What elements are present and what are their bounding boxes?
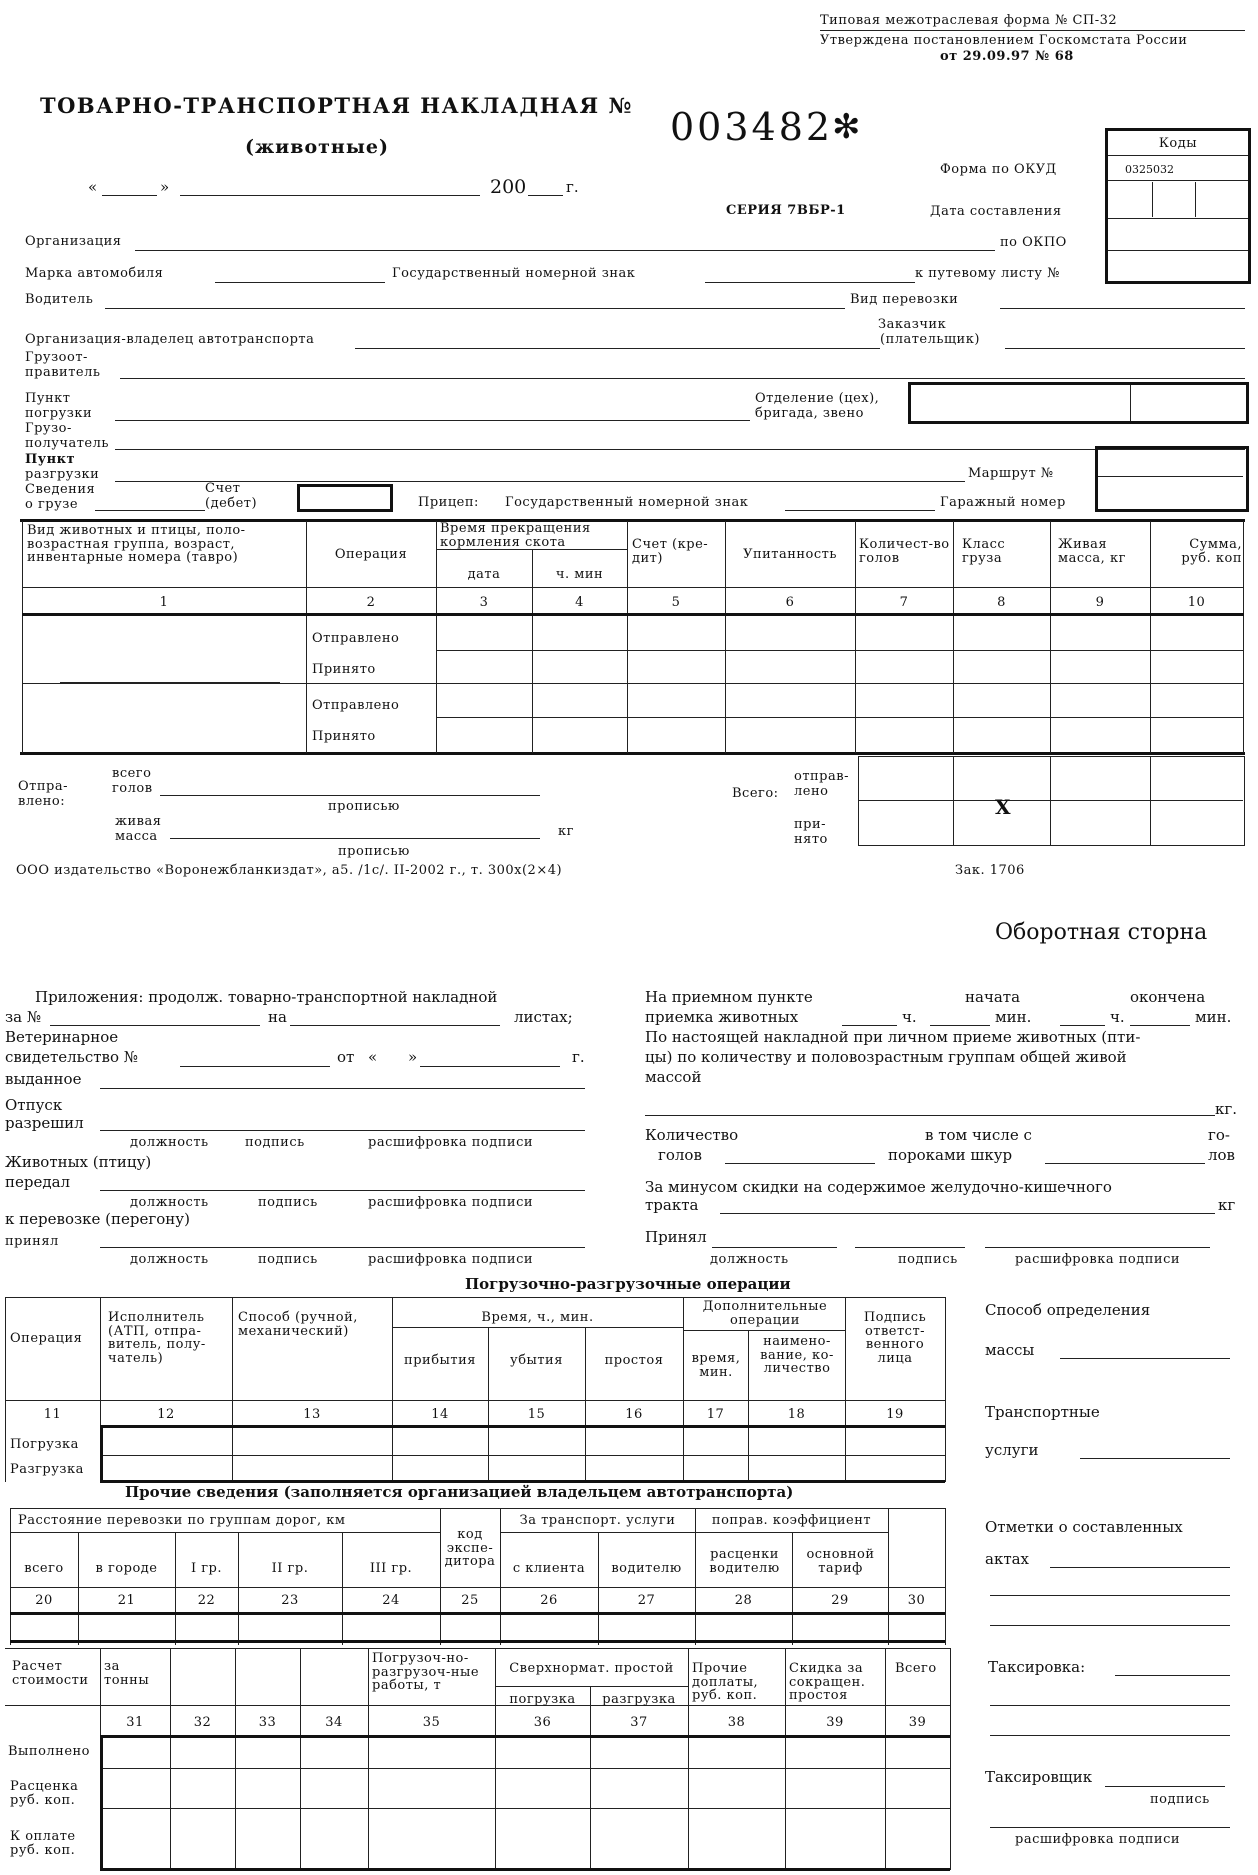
- col-num: 22: [197, 1593, 216, 1608]
- cost-over-load: погрузка: [509, 1692, 576, 1707]
- account-debit-box[interactable]: [297, 484, 393, 512]
- release-field[interactable]: [100, 1130, 585, 1131]
- transport-label-2: принял: [5, 1234, 59, 1249]
- col-num: 18: [787, 1407, 806, 1422]
- issued-label: выданное: [5, 1070, 82, 1088]
- carrier-owner-label: Организация-владелец автотранспорта: [25, 332, 315, 347]
- accepted-label-2: нято: [794, 832, 828, 847]
- document-number: 003482: [670, 105, 834, 149]
- defects-field[interactable]: [1045, 1163, 1205, 1164]
- transport-type-label: Вид перевозки: [850, 292, 959, 307]
- taxer-signature-caption: подпись: [1150, 1792, 1210, 1807]
- col-num: 4: [575, 595, 584, 610]
- col3-header: дата: [467, 567, 501, 582]
- method-label-1: Способ определения: [985, 1301, 1151, 1319]
- sent-label-2: влено:: [18, 794, 66, 809]
- for-no-label: за №: [5, 1008, 42, 1026]
- col-num: 7: [899, 595, 909, 610]
- cost-row-pay: К оплате руб. коп.: [10, 1829, 76, 1858]
- cost-row-done: Выполнено: [8, 1744, 90, 1759]
- col-num: 38: [727, 1715, 746, 1730]
- col-num: 32: [193, 1715, 212, 1730]
- end-min-field[interactable]: [1130, 1025, 1190, 1026]
- animals-label-2: передал: [5, 1173, 71, 1191]
- go-label-2: лов: [1208, 1146, 1236, 1164]
- total-heads-field[interactable]: [160, 795, 540, 796]
- driver-label: Водитель: [25, 292, 94, 307]
- shipper-label-1: Грузоот-: [25, 350, 88, 365]
- live-mass-field[interactable]: [170, 838, 540, 839]
- col-num: 39: [826, 1715, 844, 1730]
- col4-header: ч. мин: [555, 567, 604, 582]
- col-num: 34: [325, 1715, 343, 1730]
- total-label: Всего:: [732, 786, 779, 801]
- row-op-sent: Отправлено: [312, 698, 400, 713]
- end-hour-field[interactable]: [1060, 1025, 1105, 1026]
- receiving-label-2: приемка животных: [645, 1008, 799, 1026]
- cost-overtime-header: Сверхнормат. простой: [509, 1661, 674, 1676]
- receiving-label-3: По настоящей накладной при личном приеме животных (пти-: [645, 1028, 1141, 1046]
- oi-coef: поправ. коэффициент: [711, 1513, 872, 1528]
- lo-c14-header: прибытия: [404, 1353, 476, 1368]
- department-box[interactable]: [908, 382, 1249, 424]
- oi-code: код экспе-дитора: [444, 1527, 496, 1570]
- transport-type-field[interactable]: [1000, 308, 1245, 309]
- col-num: 19: [886, 1407, 904, 1422]
- acts-label-2: актах: [985, 1550, 1030, 1568]
- col-num: 30: [907, 1593, 926, 1608]
- series-label: СЕРИЯ 7ВБР-1: [726, 203, 846, 218]
- row-op-accepted: Принято: [312, 729, 376, 744]
- col-num: 13: [303, 1407, 321, 1422]
- services-label-2: услуги: [985, 1441, 1039, 1459]
- carrier-owner-field[interactable]: [355, 348, 880, 349]
- trailer-label: Прицеп:: [418, 495, 479, 510]
- publisher-line: ООО издательство «Воронежбланкиздат», а5. /1с/. II-2002 г., т. 300х(2×4): [16, 863, 563, 878]
- accepted-decoding-field[interactable]: [985, 1247, 1210, 1248]
- col-num: 10: [1187, 595, 1206, 610]
- total-heads-label-2: голов: [112, 781, 153, 796]
- cost-loading-header: Погрузоч-но-разгрузоч-ные работы, т: [372, 1651, 480, 1694]
- consignee-label-1: Грузо-: [25, 421, 72, 436]
- col-num: 12: [157, 1407, 175, 1422]
- col-num: 2: [366, 595, 376, 610]
- lo-c18-header: наимено-вание, ко-личество: [760, 1334, 834, 1377]
- receiving-label-4: цы) по количеству и половозрастным группам общей живой: [645, 1048, 1127, 1066]
- minus-label-2: тракта: [645, 1196, 699, 1214]
- customer-label: Заказчик: [878, 317, 947, 332]
- acts-field[interactable]: [990, 1625, 1230, 1626]
- issued-field[interactable]: [100, 1088, 585, 1089]
- date-quote-close: »: [160, 178, 170, 196]
- order-number: Зак. 1706: [955, 863, 1025, 878]
- in-words-label-2: прописью: [338, 844, 410, 859]
- trailer-plate-field[interactable]: [785, 510, 935, 511]
- hour-label: ч.: [1110, 1008, 1125, 1026]
- services-label-1: Транспортные: [985, 1403, 1100, 1421]
- route-label: Маршрут №: [968, 466, 1054, 481]
- accepted-label: Принял: [645, 1228, 707, 1246]
- lo-time-header: Время, ч., мин.: [481, 1310, 594, 1325]
- receiving-started-label: начата: [965, 988, 1021, 1006]
- col-num: 27: [637, 1593, 656, 1608]
- lo-c13-header: Способ (ручной, механический): [238, 1310, 358, 1339]
- sent-short-label-2: лено: [794, 784, 829, 799]
- other-info-title: Прочие сведения (заполняется организацией владельцем автотранспорта): [125, 1483, 794, 1501]
- unload-point-field[interactable]: [115, 481, 965, 482]
- col-num: 9: [1095, 595, 1105, 610]
- organization-label: Организация: [25, 234, 122, 249]
- col8-header: Класс груза: [962, 537, 1006, 566]
- cost-discount-header: Скидка за сокращен. простоя: [789, 1661, 866, 1704]
- cost-other-header: Прочие доплаты, руб. коп.: [692, 1661, 759, 1704]
- release-label-1: Отпуск: [5, 1096, 63, 1114]
- cost-total-header: Всего: [895, 1661, 937, 1676]
- reg-plate-field[interactable]: [705, 282, 915, 283]
- taxer-label: Таксировщик: [985, 1768, 1093, 1786]
- live-mass-label-1: живая: [115, 814, 162, 829]
- appendix-no-field[interactable]: [50, 1025, 260, 1026]
- vet-label-1: Ветеринарное: [5, 1028, 119, 1046]
- account-debit-label-2: (дебет): [205, 496, 258, 511]
- oi-from-client: с клиента: [512, 1561, 586, 1576]
- signature-caption: подпись: [245, 1135, 305, 1150]
- col-num: 26: [540, 1593, 558, 1608]
- acts-label-1: Отметки о составленных: [985, 1518, 1183, 1536]
- services-field[interactable]: [1080, 1458, 1230, 1459]
- taxer-decoding-caption: расшифровка подписи: [1015, 1832, 1181, 1847]
- vet-date-field[interactable]: [420, 1066, 560, 1067]
- signature-caption: подпись: [898, 1252, 958, 1267]
- row-unloading: Разгрузка: [10, 1462, 84, 1477]
- asterisk-icon: ✻: [832, 107, 861, 147]
- driver-field[interactable]: [105, 308, 845, 309]
- oi-city: в городе: [95, 1561, 158, 1576]
- sent-label-1: Отпра-: [18, 779, 68, 794]
- hour-label: ч.: [902, 1008, 917, 1026]
- start-min-field[interactable]: [930, 1025, 990, 1026]
- col6-header: Упитанность: [743, 547, 837, 562]
- cargo-info-label-2: о грузе: [25, 497, 79, 512]
- col9-header: Живая масса, кг: [1058, 537, 1126, 566]
- acts-field[interactable]: [990, 1595, 1230, 1596]
- col-num: 3: [479, 595, 489, 610]
- min-label: мин.: [995, 1008, 1032, 1026]
- customer-payer-label: (плательщик): [880, 332, 980, 347]
- accepted-signature-field[interactable]: [855, 1247, 965, 1248]
- reg-plate-label: Государственный номерной знак: [392, 266, 636, 281]
- position-caption: должность: [130, 1195, 209, 1210]
- department-label-2: бригада, звено: [755, 406, 864, 421]
- col-num: 21: [117, 1593, 136, 1608]
- from-quote-open: «: [368, 1048, 378, 1066]
- from-label: от: [337, 1048, 355, 1066]
- taxer-decoding-field[interactable]: [990, 1827, 1230, 1828]
- route-box[interactable]: [1095, 446, 1249, 512]
- method-label-2: массы: [985, 1341, 1035, 1359]
- col-num: 35: [422, 1715, 441, 1730]
- taxing-field[interactable]: [1115, 1675, 1230, 1676]
- go-label-1: го-: [1208, 1126, 1230, 1144]
- decoding-caption: расшифровка подписи: [368, 1135, 534, 1150]
- load-point-field[interactable]: [115, 420, 750, 421]
- in-words-label: прописью: [328, 799, 400, 814]
- col-num: 23: [281, 1593, 299, 1608]
- cargo-info-label-1: Сведения: [25, 482, 96, 497]
- unload-point-label-1: Пункт: [25, 452, 76, 467]
- codes-box: [1105, 128, 1251, 284]
- back-side-title: Оборотная сторна: [995, 920, 1208, 945]
- receiving-label-1: На приемном пункте: [645, 988, 813, 1006]
- col-num: 36: [533, 1715, 552, 1730]
- consignee-label-2: получатель: [25, 436, 109, 451]
- oi-to-driver: водителю: [611, 1561, 682, 1576]
- decoding-caption: расшифровка подписи: [368, 1252, 534, 1267]
- vet-number-field[interactable]: [180, 1066, 330, 1067]
- col-num: 24: [382, 1593, 400, 1608]
- col-num: 15: [527, 1407, 546, 1422]
- start-hour-field[interactable]: [842, 1025, 897, 1026]
- totals-box: [858, 756, 1245, 846]
- taxing-field[interactable]: [990, 1735, 1230, 1736]
- accepted-position-field[interactable]: [712, 1247, 837, 1248]
- kg-label: кг: [558, 824, 574, 839]
- minus-field[interactable]: [720, 1213, 1215, 1214]
- position-caption: должность: [130, 1135, 209, 1150]
- lo-c17-header: время, мин.: [691, 1351, 741, 1380]
- load-point-label-1: Пункт: [25, 391, 71, 406]
- transport-field[interactable]: [100, 1247, 585, 1248]
- signature-caption: подпись: [258, 1252, 318, 1267]
- animals-field[interactable]: [100, 1190, 585, 1191]
- cargo-info-field[interactable]: [95, 510, 205, 511]
- vet-label-2: свидетельство №: [5, 1048, 138, 1066]
- total-mass-field[interactable]: [645, 1115, 1215, 1116]
- oi-transport-services: За транспорт. услуги: [519, 1513, 676, 1528]
- col2-header: Операция: [334, 547, 408, 562]
- kg-label: кг.: [1215, 1100, 1238, 1118]
- decoding-caption: расшифровка подписи: [1015, 1252, 1181, 1267]
- animals-label-1: Животных (птицу): [5, 1153, 152, 1171]
- acts-field[interactable]: [1050, 1567, 1230, 1568]
- min-label: мин.: [1195, 1008, 1232, 1026]
- minus-label-1: За минусом скидки на содержимое желудочно-кишечного: [645, 1178, 1112, 1196]
- defects-label: пороками шкур: [888, 1146, 1013, 1164]
- account-debit-label-1: Счет: [205, 481, 241, 496]
- cost-over-unload: разгрузка: [602, 1692, 676, 1707]
- approved-text: Утверждена постановлением Госкомстата России: [820, 33, 1188, 48]
- live-mass-label-2: масса: [115, 829, 158, 844]
- document-subtitle: (животные): [245, 136, 389, 158]
- customer-field[interactable]: [1005, 348, 1245, 349]
- transport-label-1: к перевозке (перегону): [5, 1210, 190, 1228]
- department-label-1: Отделение (цех),: [755, 391, 880, 406]
- col-num: 29: [831, 1593, 849, 1608]
- car-brand-label: Марка автомобиля: [25, 266, 164, 281]
- unload-point-label-2: разгрузки: [25, 467, 100, 482]
- taxing-label: Таксировка:: [988, 1658, 1086, 1676]
- waybill-label: к путевому листу №: [915, 266, 1060, 281]
- oi-group1: I гр.: [190, 1561, 223, 1576]
- sheets-label: листах;: [514, 1008, 573, 1026]
- okud-value: 0325032: [1125, 163, 1174, 176]
- approved-date: от 29.09.97 № 68: [940, 49, 1074, 64]
- year-label: г.: [572, 1048, 585, 1066]
- document-title: ТОВАРНО-ТРАНСПОРТНАЯ НАКЛАДНАЯ №: [40, 93, 633, 118]
- col-num: 1: [159, 595, 169, 610]
- feed-time-header: Время прекращения кормления скота: [440, 521, 591, 550]
- including-label: в том числе с: [925, 1126, 1032, 1144]
- row-op-accepted: Принято: [312, 662, 376, 677]
- col-num: 8: [997, 595, 1006, 610]
- consignee-field[interactable]: [115, 449, 1245, 450]
- method-field[interactable]: [1060, 1358, 1230, 1359]
- col7-header: Количест-во голов: [859, 537, 950, 566]
- heads-field[interactable]: [725, 1163, 875, 1164]
- cost-row-rate: Расценка руб. коп.: [10, 1779, 79, 1808]
- heads-label: голов: [658, 1146, 702, 1164]
- taxer-signature-field[interactable]: [1105, 1786, 1225, 1787]
- date-composed-label: Дата составления: [930, 204, 1062, 219]
- col-num: 6: [785, 595, 795, 610]
- oi-base-rate: основной тариф: [806, 1547, 875, 1576]
- shipper-field[interactable]: [120, 378, 1245, 379]
- lo-c19-header: Подпись ответст-венного лица: [863, 1310, 927, 1366]
- col-num: 5: [671, 595, 681, 610]
- lo-c11-header: Операция: [10, 1331, 83, 1346]
- col-num: 39: [908, 1715, 927, 1730]
- decoding-caption: расшифровка подписи: [368, 1195, 534, 1210]
- lo-extra-header: Дополнительные операции: [702, 1299, 828, 1328]
- load-ops-title: Погрузочно-разгрузочные операции: [465, 1275, 791, 1293]
- col-num: 14: [431, 1407, 449, 1422]
- x-mark: X: [995, 795, 1011, 819]
- codes-header: Коды: [1158, 136, 1198, 151]
- receiving-finished-label: окончена: [1130, 988, 1206, 1006]
- col-num: 25: [461, 1593, 479, 1608]
- oi-group3: III гр.: [369, 1561, 413, 1576]
- signature-caption: подпись: [258, 1195, 318, 1210]
- date-year: 200: [490, 176, 527, 198]
- col-num: 31: [126, 1715, 144, 1730]
- row-loading: Погрузка: [10, 1437, 79, 1452]
- shipper-label-2: правитель: [25, 365, 101, 380]
- col10-header: Сумма, руб. коп: [1181, 537, 1242, 566]
- sent-short-label-1: отправ-: [794, 769, 849, 784]
- quantity-label: Количество: [645, 1126, 739, 1144]
- col-num: 33: [258, 1715, 277, 1730]
- oi-distance-header: Расстояние перевозки по группам дорог, км: [18, 1513, 346, 1528]
- total-heads-label-1: всего: [112, 766, 152, 781]
- form-type: Типовая межотраслевая форма № СП-32: [820, 13, 1118, 28]
- row-op-sent: Отправлено: [312, 631, 400, 646]
- col1-header: Вид животных и птицы, поло-возрастная группа, возраст, инвентарные номера (тавро): [27, 523, 246, 566]
- lo-c12-header: Исполнитель (АТП, отпра-витель, полу-чатель): [108, 1310, 206, 1366]
- lo-c15-header: убытия: [510, 1353, 563, 1368]
- col-num: 28: [734, 1593, 753, 1608]
- position-caption: должность: [710, 1252, 789, 1267]
- appendix-label: Приложения: продолж. товарно-транспортной накладной: [35, 988, 498, 1006]
- date-quote-open: «: [88, 178, 98, 196]
- taxing-field[interactable]: [990, 1705, 1230, 1706]
- from-quote-close: »: [408, 1048, 418, 1066]
- organization-field[interactable]: [135, 250, 995, 251]
- on-label: на: [268, 1008, 287, 1026]
- kg2-label: кг: [1218, 1196, 1236, 1214]
- oi-group2: II гр.: [271, 1561, 309, 1576]
- garage-label: Гаражный номер: [940, 495, 1066, 510]
- oi-rate-driver: расценки водителю: [709, 1547, 780, 1576]
- okpo-label: по ОКПО: [1000, 235, 1067, 250]
- col-num: 37: [630, 1715, 648, 1730]
- date-suffix: г.: [566, 178, 579, 196]
- appendix-sheets-field[interactable]: [290, 1025, 500, 1026]
- cost-calc-header: Расчет стоимости: [12, 1659, 89, 1688]
- cost-fuel-header: за тонны: [104, 1659, 150, 1688]
- receiving-label-5: массой: [645, 1068, 702, 1086]
- position-caption: должность: [130, 1252, 209, 1267]
- lo-c16-header: простоя: [604, 1353, 664, 1368]
- release-label-2: разрешил: [5, 1114, 84, 1132]
- col-num: 11: [43, 1407, 62, 1422]
- col-num: 20: [35, 1593, 53, 1608]
- car-brand-field[interactable]: [215, 282, 385, 283]
- okud-label: Форма по ОКУД: [940, 162, 1057, 177]
- oi-total: всего: [24, 1561, 64, 1576]
- trailer-plate-label: Государственный номерной знак: [505, 495, 749, 510]
- accepted-label-1: при-: [794, 817, 827, 832]
- col-num: 16: [625, 1407, 643, 1422]
- col-num: 17: [706, 1407, 725, 1422]
- col5-header: Счет (кре-дит): [632, 537, 709, 566]
- load-point-label-2: погрузки: [25, 406, 93, 421]
